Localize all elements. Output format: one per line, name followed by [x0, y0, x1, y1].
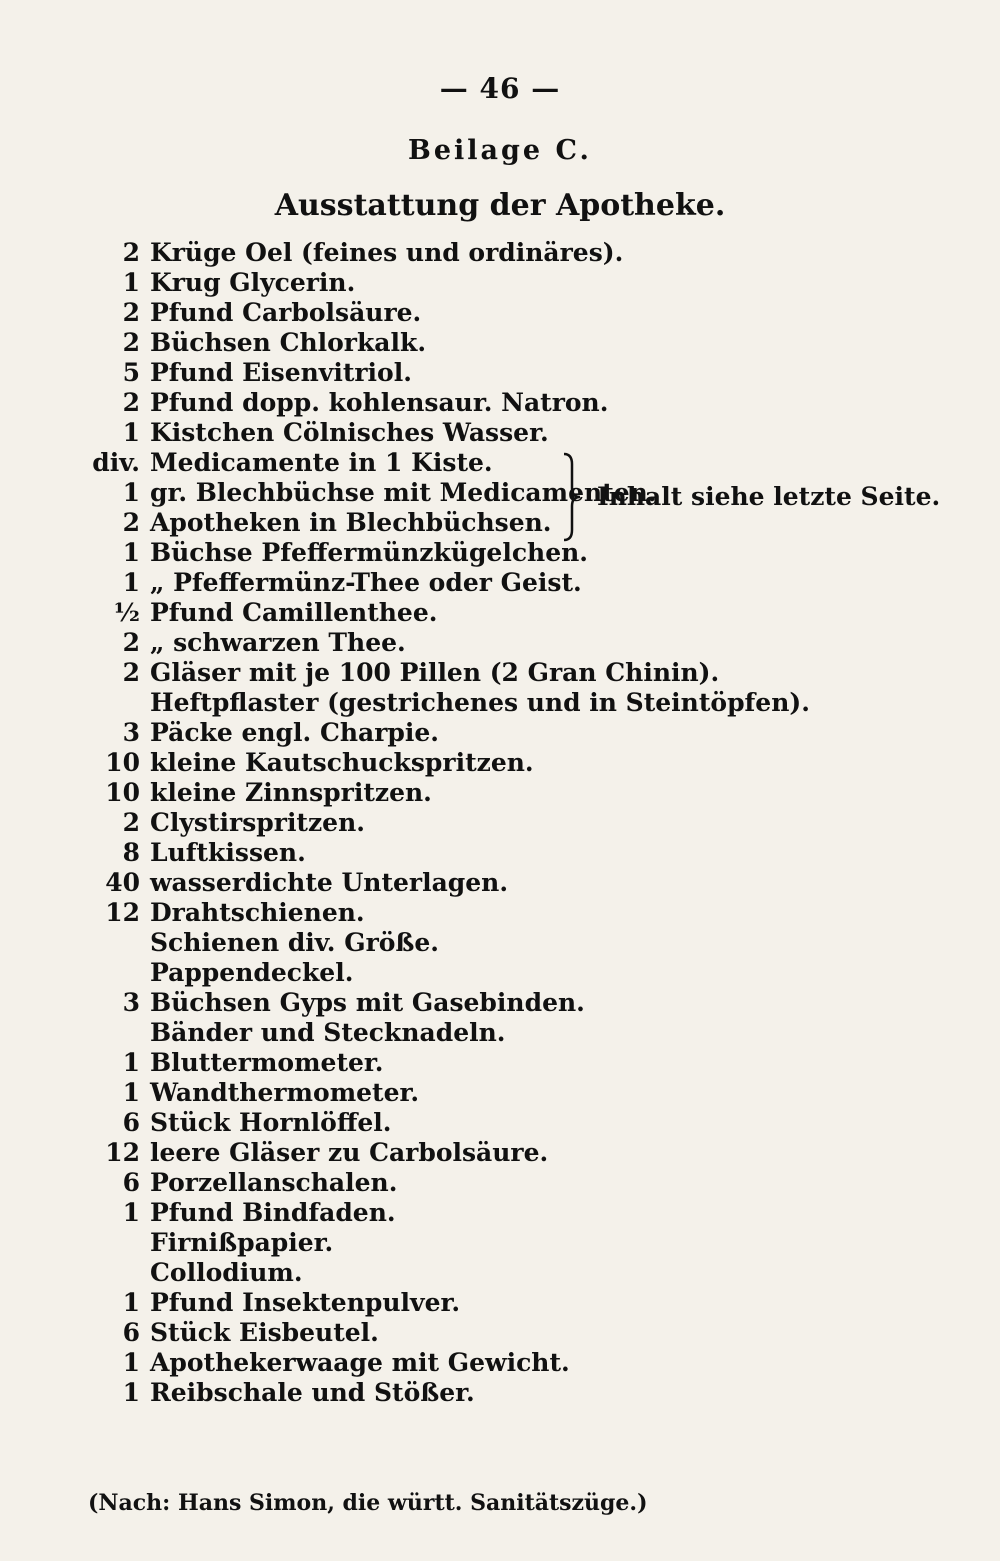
item-quantity: 2 [122, 508, 140, 537]
list-item [0, 928, 1000, 958]
list-item [0, 808, 1000, 838]
list-item [0, 1378, 1000, 1408]
list-item [0, 238, 1000, 268]
item-text: Pfund Insektenpulver. [150, 1288, 461, 1317]
list-item [0, 328, 1000, 358]
item-quantity: 2 [122, 388, 140, 417]
item-text: Apothekerwaage mit Gewicht. [150, 1348, 570, 1377]
curly-brace-icon [560, 452, 582, 542]
section-title: Ausstattung der Apotheke. [274, 188, 726, 223]
item-quantity: 2 [122, 628, 140, 657]
item-text: Bluttermometer. [150, 1048, 384, 1077]
list-item [0, 568, 1000, 598]
section-label: Beilage C. [408, 135, 592, 166]
item-text: kleine Kautschuckspritzen. [150, 748, 534, 777]
list-item [0, 1138, 1000, 1168]
item-text: Büchse Pfeffermünzkügelchen. [150, 538, 589, 567]
item-quantity: div. [92, 448, 140, 477]
item-text: Apotheken in Blechbüchsen. [150, 508, 552, 537]
brace-note: Inhalt siehe letzte Seite. [597, 482, 941, 511]
inventory-list [0, 238, 1000, 1408]
item-quantity: ½ [113, 598, 140, 627]
item-text: Pfund Bindfaden. [150, 1198, 396, 1227]
item-quantity: 40 [105, 868, 140, 897]
item-text: Päcke engl. Charpie. [150, 718, 439, 747]
list-item [0, 1258, 1000, 1288]
item-quantity: 1 [122, 1048, 140, 1077]
list-item [0, 298, 1000, 328]
item-text: Reibschale und Stößer. [150, 1378, 475, 1407]
item-text: Medicamente in 1 Kiste. [150, 448, 493, 477]
page-number: — 46 — [439, 72, 561, 105]
item-quantity: 1 [122, 268, 140, 297]
list-item [0, 1228, 1000, 1258]
list-item [0, 1078, 1000, 1108]
item-quantity: 5 [122, 358, 140, 387]
item-quantity: 2 [122, 298, 140, 327]
item-text: Pappendeckel. [150, 958, 354, 987]
list-item [0, 718, 1000, 748]
list-item [0, 388, 1000, 418]
item-text: Collodium. [150, 1258, 303, 1287]
list-item [0, 838, 1000, 868]
list-item [0, 748, 1000, 778]
list-item [0, 778, 1000, 808]
item-quantity: 1 [122, 538, 140, 567]
list-item [0, 418, 1000, 448]
item-text: Firnißpapier. [150, 1228, 334, 1257]
item-quantity: 12 [105, 898, 140, 927]
item-text: leere Gläser zu Carbolsäure. [150, 1138, 549, 1167]
list-item [0, 1348, 1000, 1378]
list-item [0, 898, 1000, 928]
item-text: Pfund Eisenvitriol. [150, 358, 412, 387]
item-quantity: 6 [122, 1168, 140, 1197]
item-quantity: 1 [122, 568, 140, 597]
item-quantity: 2 [122, 808, 140, 837]
item-quantity: 10 [105, 748, 140, 777]
item-text: Krug Glycerin. [150, 268, 356, 297]
list-item [0, 268, 1000, 298]
item-quantity: 3 [122, 988, 140, 1017]
list-item [0, 958, 1000, 988]
item-text: „ schwarzen Thee. [150, 628, 406, 657]
item-text: Büchsen Chlorkalk. [150, 328, 427, 357]
item-text: Krüge Oel (feines und ordinäres). [150, 238, 624, 267]
list-item [0, 538, 1000, 568]
item-text: Clystirspritzen. [150, 808, 365, 837]
item-text: Porzellanschalen. [150, 1168, 398, 1197]
item-text: Wandthermometer. [150, 1078, 420, 1107]
item-quantity: 1 [122, 1288, 140, 1317]
list-item [0, 598, 1000, 628]
item-text: Heftpflaster (gestrichenes und in Steintöpfen). [150, 688, 810, 717]
list-item [0, 868, 1000, 898]
list-item [0, 628, 1000, 658]
item-text: Pfund Camillenthee. [150, 598, 438, 627]
item-text: wasserdichte Unterlagen. [150, 868, 509, 897]
item-text: Schienen div. Größe. [150, 928, 440, 957]
item-text: kleine Zinnspritzen. [150, 778, 432, 807]
list-item [0, 1048, 1000, 1078]
item-quantity: 2 [122, 328, 140, 357]
source-citation: (Nach: Hans Simon, die württ. Sanitätszüge.) [88, 1490, 648, 1516]
item-quantity: 1 [122, 1378, 140, 1407]
item-text: Stück Hornlöffel. [150, 1108, 392, 1137]
list-item [0, 1108, 1000, 1138]
item-quantity: 1 [122, 1348, 140, 1377]
item-text: Bänder und Stecknadeln. [150, 1018, 506, 1047]
item-quantity: 6 [122, 1318, 140, 1347]
list-item [0, 1288, 1000, 1318]
item-text: gr. Blechbüchse mit Medicamenten. [150, 478, 657, 507]
list-item [0, 658, 1000, 688]
item-quantity: 10 [105, 778, 140, 807]
list-item [0, 1318, 1000, 1348]
item-text: Luftkissen. [150, 838, 306, 867]
item-quantity: 6 [122, 1108, 140, 1137]
list-item [0, 1018, 1000, 1048]
list-item [0, 448, 1000, 478]
item-text: Kistchen Cölnisches Wasser. [150, 418, 549, 447]
item-text: Gläser mit je 100 Pillen (2 Gran Chinin). [150, 658, 720, 687]
list-item [0, 1198, 1000, 1228]
list-item [0, 688, 1000, 718]
item-quantity: 1 [122, 418, 140, 447]
list-item [0, 988, 1000, 1018]
item-quantity: 2 [122, 658, 140, 687]
item-quantity: 12 [105, 1138, 140, 1167]
item-text: Stück Eisbeutel. [150, 1318, 379, 1347]
item-quantity: 8 [122, 838, 140, 867]
item-text: „ Pfeffermünz-Thee oder Geist. [150, 568, 582, 597]
list-item [0, 358, 1000, 388]
item-quantity: 1 [122, 1078, 140, 1107]
item-quantity: 1 [122, 1198, 140, 1227]
list-item [0, 1168, 1000, 1198]
item-text: Büchsen Gyps mit Gasebinden. [150, 988, 585, 1017]
item-text: Pfund Carbolsäure. [150, 298, 422, 327]
item-text: Drahtschienen. [150, 898, 365, 927]
item-quantity: 3 [122, 718, 140, 747]
list-item [0, 508, 1000, 538]
item-quantity: 2 [122, 238, 140, 267]
item-text: Pfund dopp. kohlensaur. Natron. [150, 388, 609, 417]
item-quantity: 1 [122, 478, 140, 507]
